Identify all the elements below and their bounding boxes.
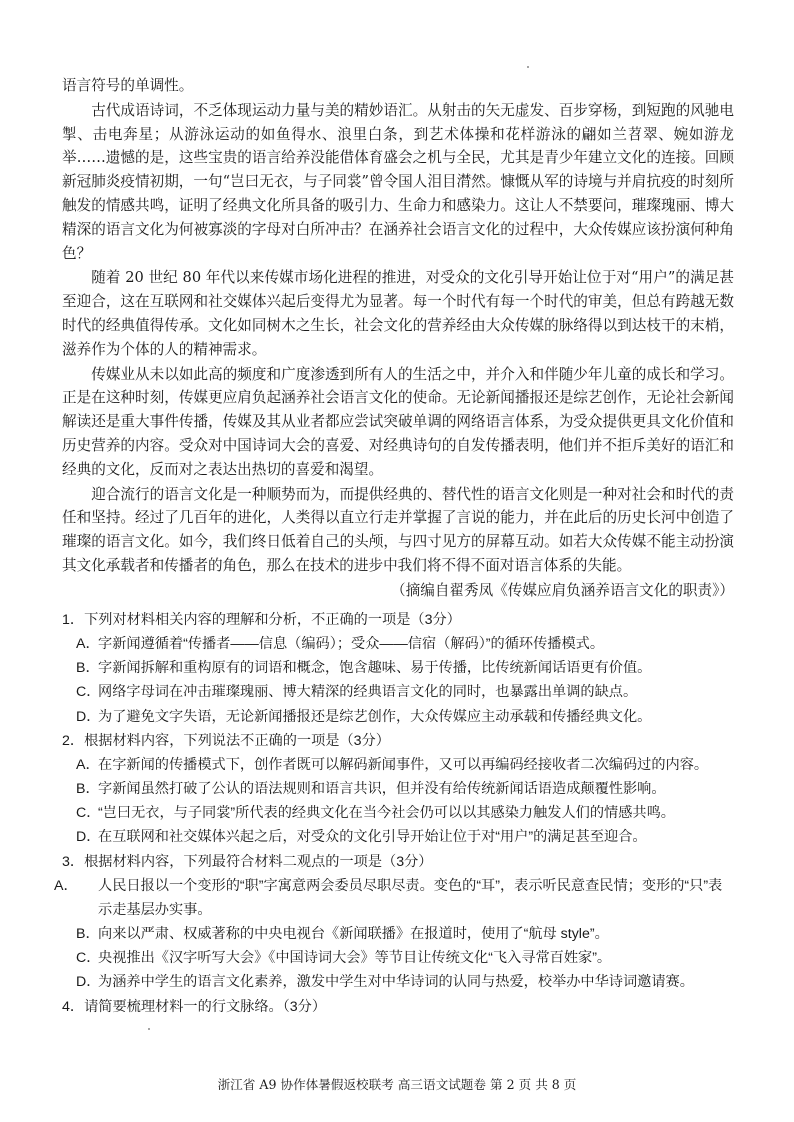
option-a[interactable] (54, 874, 734, 922)
question-stem: 4．请简要梳理材料一的行文脉络。（3分） (62, 998, 327, 1015)
option-letter: D． (76, 829, 101, 846)
option-text: 字新闻遵循着“传播者——信息（编码）；受众——信宿（解码）”的循环传播模式。 (98, 636, 605, 652)
passage-paragraph: 传媒业从未以如此高的频度和广度渗透到所有人的生活之中，并介入和伴随少年儿童的成长和学习。正是在这种时刻，传媒更应肩负起涵养社会语言文化的使命。无论新闻播报还是综艺创作，无论社会新闻解读还是重大事件传播，传媒及其从业者都应尝试突破单调的网络语言体系，为受众提供更具文化价值和历史营养的内容。受众对中国诗词大会的喜爱、对经典诗句的自发传播表明，他们并不拒斥美好的语汇和经典的文化，反而对之表达出热切的喜爱和渴望。 (62, 365, 734, 478)
passage-paragraph: 随着 20 世纪 80 年代以来传媒市场化进程的推进，对受众的文化引导开始让位于对“用户”的满足甚至迎合，这在互联网和社交媒体兴起后变得尤为显著。每一个时代有每一个时代的审美，但总有跨越无数时代的经典值得传承。文化如同树木之生长，社会文化的营养经由大众传媒的脉络得以到达枝干的末梢，滋养作为个体的人的精神需求。 (62, 269, 734, 358)
option-c[interactable] (62, 680, 734, 704)
page-footer: 浙江省 A9 协作体暑假返校联考 高三语文试题卷 第 2 页 共 8 页 (217, 1077, 577, 1092)
option-letter: B． (76, 781, 100, 798)
option-d[interactable] (62, 970, 734, 994)
passage-paragraph: 古代成语诗词，不乏体现运动力量与美的精妙语汇。从射击的矢无虚发、百步穿杨，到短跑的风驰电掣、击电奔星；从游泳运动的如鱼得水、浪里白条，到艺术体操和花样游泳的翩如兰苕翠、婉如游龙举……遗憾的是，这些宝贵的语言给养没能借体育盛会之机与全民，尤其是青少年建立文化的连接。回顾新冠肺炎疫情初期，一句“岂曰无衣，与子同裳”曾令国人泪目潸然。慷慨从军的诗境与并肩抗疫的时刻所触发的情感共鸣，证明了经典文化所具备的吸引力、生命力和感染力。这让人不禁要问，璀璨瑰丽、博大精深的语言文化为何被寡淡的字母对白所冲击？在涵养社会语言文化的过程中，大众传媒应该扮演何种角色？ (62, 101, 734, 262)
passage-paragraph: 迎合流行的语言文化是一种顺势而为，而提供经典的、替代性的语言文化则是一种对社会和时代的责任和坚持。经过了几百年的进化，人类得以直立行走并掌握了言说的能力，并在此后的历史长河中创造了璀璨的语言文化。如今，我们终日低着自己的头颅，与四寸见方的屏幕互动。如若大众传媒不能主动扮演其文化承载者和传播者的角色，那么在技术的进步中我们将不得不面对语言体系的失能。 (62, 485, 734, 574)
option-text: “岂曰无衣，与子同裳”所代表的经典文化在当今社会仍可以以其感染力触发人们的情感共鸣。 (98, 805, 675, 822)
option-text: 字新闻拆解和重构原有的词语和概念，饱含趣味、易于传播，比传统新闻话语更有价值。 (98, 660, 652, 677)
option-letter: D． (76, 708, 101, 725)
option-letter: C． (76, 950, 101, 967)
option-c[interactable] (62, 801, 734, 825)
question-list (54, 608, 734, 1019)
option-text: 为了避免文字失语，无论新闻播报还是综艺创作，大众传媒应主动承载和传播经典文化。 (98, 708, 652, 725)
option-a[interactable] (62, 753, 734, 777)
option-a[interactable] (62, 632, 734, 656)
option-text: 字新闻虽然打破了公认的语法规则和语言共识，但并没有给传统新闻话语造成颠覆性影响。 (98, 781, 666, 798)
option-letter: D． (76, 974, 101, 991)
question-1 (62, 608, 734, 729)
passage-source: （摘编自翟秀凤《传媒应肩负涵养语言文化的职责》） (391, 581, 734, 599)
option-letter: A． (76, 636, 100, 652)
option-d[interactable] (62, 825, 734, 849)
option-text: 在字新闻的传播模式下，创作者既可以解码新闻事件，又可以再编码经接收者二次编码过的内容。 (98, 756, 709, 773)
option-letter: A． (54, 877, 78, 894)
option-letter: C． (76, 684, 101, 701)
scan-speck (527, 66, 529, 68)
reading-passage (62, 74, 734, 603)
option-letter: B． (76, 926, 100, 943)
option-text: 央视推出《汉字听写大会》《中国诗词大会》等节目让传统文化“飞入寻常百姓家”。 (98, 950, 612, 967)
passage-paragraph: 语言符号的单调性。 (62, 77, 194, 94)
question-stem: 3．根据材料内容，下列最符合材料二观点的一项是（3分） (62, 853, 433, 870)
question-stem: 1．下列对材料相关内容的理解和分析，不正确的一项是（3分） (62, 612, 461, 628)
option-letter: B． (76, 660, 100, 677)
option-text: 在互联网和社交媒体兴起之后，对受众的文化引导开始让位于对“用户”的满足甚至迎合。 (98, 829, 647, 846)
option-b[interactable] (62, 777, 734, 801)
option-d[interactable] (62, 705, 734, 729)
option-letter: A． (76, 756, 100, 773)
option-text: 为涵养中学生的语言文化素养，激发中学生对中华诗词的认同与热爱，校举办中华诗词邀请赛。 (98, 974, 694, 991)
option-letter: C． (76, 805, 101, 822)
option-c[interactable] (62, 946, 734, 970)
option-b[interactable] (62, 922, 734, 946)
question-2 (62, 729, 734, 850)
scan-speck (148, 1028, 150, 1030)
question-3 (54, 850, 734, 995)
option-text: 向来以严肃、权威著称的中央电视台《新闻联播》在报道时，使用了“航母 style”。 (98, 926, 609, 943)
question-4 (62, 995, 734, 1019)
question-stem: 2．根据材料内容，下列说法不正确的一项是（3分） (62, 732, 390, 749)
option-b[interactable] (62, 656, 734, 680)
option-text: 人民日报以一个变形的“职”字寓意两会委员尽职尽责。变色的“耳”，表示听民意查民情；变形的“只”表示走基层办实事。 (98, 877, 723, 918)
option-text: 网络字母词在冲击璀璨瑰丽、博大精深的经典语言文化的同时，也暴露出单调的缺点。 (98, 684, 638, 701)
